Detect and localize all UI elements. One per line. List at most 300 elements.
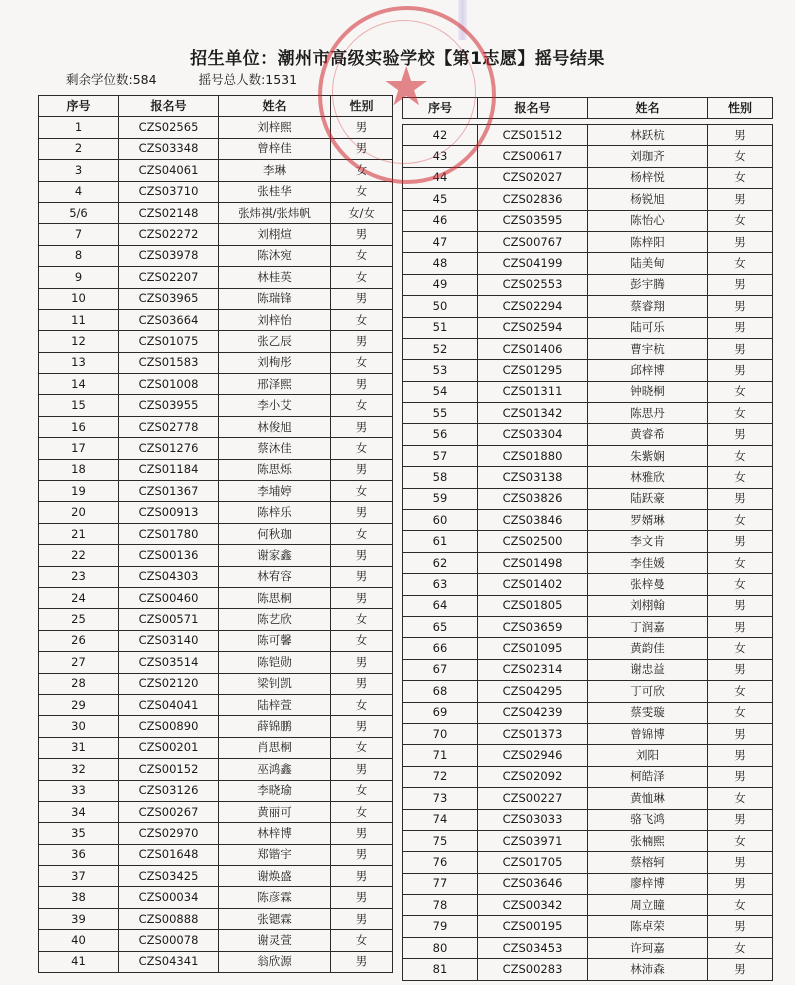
cell-index: 61 [403,531,478,552]
cell-name: 陆美甸 [588,253,708,274]
table-row [403,659,773,680]
table-row [39,502,393,523]
cell-gender: 男 [708,274,773,295]
cell-index: 72 [403,766,478,787]
cell-name: 陈沐宛 [219,245,331,266]
cell-name: 谢灵萱 [219,930,331,951]
cell-reg-no: CZS01583 [119,352,219,373]
cell-name: 何秋珈 [219,523,331,544]
cell-name: 刘珈齐 [588,146,708,167]
cell-name: 陆可乐 [588,317,708,338]
cell-reg-no: CZS02314 [478,659,588,680]
table-row [39,523,393,544]
cell-gender: 女 [331,160,393,181]
cell-gender: 男 [331,566,393,587]
cell-gender: 男 [708,873,773,894]
table-row [403,916,773,937]
cell-gender: 女 [331,267,393,288]
cell-reg-no: CZS02500 [478,531,588,552]
cell-reg-no: CZS00913 [119,502,219,523]
table-row [403,809,773,830]
table-row [39,545,393,566]
table-row [39,780,393,801]
cell-name: 刘栒彤 [219,352,331,373]
cell-reg-no: CZS01402 [478,574,588,595]
table-row [403,723,773,744]
table-row [39,202,393,223]
cell-index: 31 [39,737,119,758]
cell-index: 15 [39,395,119,416]
cell-gender: 男 [708,531,773,552]
cell-index: 65 [403,616,478,637]
table-row [403,873,773,894]
cell-name: 曹宇杭 [588,338,708,359]
cell-name: 曾梓佳 [219,138,331,159]
cell-name: 丁润嘉 [588,616,708,637]
cell-reg-no: CZS03033 [478,809,588,830]
cell-name: 邱梓博 [588,360,708,381]
table-row [39,801,393,822]
cell-gender: 男 [331,844,393,865]
cell-name: 薛锦鹏 [219,716,331,737]
cell-index: 43 [403,146,478,167]
cell-index: 74 [403,809,478,830]
cell-gender: 男 [331,823,393,844]
table-row [403,146,773,167]
cell-gender: 女 [708,167,773,188]
cell-index: 40 [39,930,119,951]
cell-name: 陈思丹 [588,403,708,424]
cell-reg-no: CZS00152 [119,759,219,780]
cell-reg-no: CZS02836 [478,189,588,210]
col-header-index: 序号 [403,98,478,119]
cell-reg-no: CZS01095 [478,638,588,659]
cell-reg-no: CZS01311 [478,381,588,402]
cell-reg-no: CZS00201 [119,737,219,758]
cell-name: 林宥容 [219,566,331,587]
table-row [39,737,393,758]
table-row [403,253,773,274]
table-row [403,830,773,851]
col-header-name: 姓名 [219,96,331,117]
cell-index: 80 [403,937,478,958]
table-row [39,352,393,373]
cell-reg-no: CZS00767 [478,231,588,252]
cell-index: 58 [403,467,478,488]
cell-gender: 女 [708,552,773,573]
cell-name: 陈铠勋 [219,652,331,673]
cell-reg-no: CZS02594 [478,317,588,338]
cell-index: 3 [39,160,119,181]
cell-gender: 女 [331,481,393,502]
cell-name: 李晓瑜 [219,780,331,801]
cell-name: 张锶霖 [219,908,331,929]
cell-gender: 女 [331,694,393,715]
cell-reg-no: CZS03126 [119,780,219,801]
cell-name: 邢泽熙 [219,374,331,395]
cell-name: 杨梓悦 [588,167,708,188]
cell-gender: 女 [331,352,393,373]
table-row [39,138,393,159]
cell-index: 68 [403,681,478,702]
cell-index: 64 [403,595,478,616]
table-row [39,459,393,480]
table-row [403,488,773,509]
cell-gender: 女 [708,381,773,402]
cell-index: 28 [39,673,119,694]
table-row [403,681,773,702]
cell-name: 林雅欣 [588,467,708,488]
cell-name: 黄恤琳 [588,788,708,809]
cell-index: 9 [39,267,119,288]
cell-index: 11 [39,309,119,330]
table-row [39,759,393,780]
cell-gender: 女 [708,253,773,274]
cell-index: 2 [39,138,119,159]
cell-index: 13 [39,352,119,373]
cell-name: 李琳 [219,160,331,181]
cell-gender: 男 [708,809,773,830]
cell-gender: 女 [331,609,393,630]
cell-reg-no: CZS01367 [119,481,219,502]
cell-gender: 男 [331,502,393,523]
cell-index: 45 [403,189,478,210]
table-header-row [39,96,393,117]
cell-index: 44 [403,167,478,188]
cell-name: 朱紫娴 [588,445,708,466]
cell-gender: 男 [708,745,773,766]
cell-name: 张梓曼 [588,574,708,595]
cell-name: 李埔婷 [219,481,331,502]
cell-gender: 男 [331,652,393,673]
cell-name: 陈梓阳 [588,231,708,252]
cell-gender: 男 [708,317,773,338]
table-row [39,331,393,352]
cell-index: 76 [403,852,478,873]
table-row [403,702,773,723]
cell-index: 73 [403,788,478,809]
cell-gender: 女 [708,788,773,809]
table-row [39,652,393,673]
cell-gender: 男 [331,374,393,395]
cell-reg-no: CZS00078 [119,930,219,951]
table-row [39,224,393,245]
cell-index: 71 [403,745,478,766]
table-row [39,288,393,309]
cell-gender: 女 [708,830,773,851]
table-row [403,937,773,958]
cell-index: 38 [39,887,119,908]
cell-gender: 女 [708,681,773,702]
col-header-gender: 性别 [708,98,773,119]
cell-reg-no: CZS00227 [478,788,588,809]
cell-reg-no: CZS01406 [478,338,588,359]
cell-index: 29 [39,694,119,715]
cell-name: 郑锴宇 [219,844,331,865]
cell-index: 37 [39,866,119,887]
table-row [403,189,773,210]
cell-name: 林俊旭 [219,416,331,437]
table-row [403,638,773,659]
table-row [403,510,773,531]
cell-reg-no: CZS03425 [119,866,219,887]
table-row [403,852,773,873]
cell-gender: 女 [708,445,773,466]
cell-gender: 男 [708,959,773,980]
cell-name: 蔡榕轲 [588,852,708,873]
cell-reg-no: CZS00034 [119,887,219,908]
cell-name: 张桂华 [219,181,331,202]
table-row [403,467,773,488]
cell-gender: 男 [331,587,393,608]
table-row [39,694,393,715]
cell-reg-no: CZS02272 [119,224,219,245]
cell-gender: 男 [331,459,393,480]
cell-reg-no: CZS04303 [119,566,219,587]
table-row [39,117,393,138]
cell-reg-no: CZS01342 [478,403,588,424]
cell-reg-no: CZS02207 [119,267,219,288]
cell-index: 53 [403,360,478,381]
table-row [403,381,773,402]
table-row [403,338,773,359]
cell-index: 49 [403,274,478,295]
cell-index: 75 [403,830,478,851]
cell-gender: 男 [708,424,773,445]
cell-gender: 男 [331,759,393,780]
cell-reg-no: CZS04239 [478,702,588,723]
cell-index: 41 [39,951,119,972]
cell-reg-no: CZS02565 [119,117,219,138]
cell-index: 50 [403,296,478,317]
col-header-gender: 性别 [331,96,393,117]
cell-index: 27 [39,652,119,673]
cell-index: 46 [403,210,478,231]
cell-name: 黄丽可 [219,801,331,822]
table-row [39,181,393,202]
cell-gender: 女 [331,395,393,416]
table-header-row [403,98,773,119]
cell-index: 5/6 [39,202,119,223]
cell-gender: 女 [708,937,773,958]
cell-gender: 男 [331,138,393,159]
cell-name: 陈思桐 [219,587,331,608]
col-header-reg-no: 报名号 [478,98,588,119]
cell-name: 周立瞳 [588,895,708,916]
cell-name: 张乙辰 [219,331,331,352]
cell-gender: 男 [331,331,393,352]
cell-gender: 男 [331,117,393,138]
cell-name: 张炜祺/张炜帆 [219,202,331,223]
cell-reg-no: CZS01008 [119,374,219,395]
cell-gender: 男 [708,723,773,744]
table-row [39,374,393,395]
cell-name: 黄睿希 [588,424,708,445]
table-row [39,587,393,608]
table-row [39,267,393,288]
cell-index: 51 [403,317,478,338]
cell-name: 钟晓桐 [588,381,708,402]
table-row [403,895,773,916]
cell-reg-no: CZS04199 [478,253,588,274]
cell-name: 黄韵佳 [588,638,708,659]
cell-name: 李佳媛 [588,552,708,573]
cell-reg-no: CZS03978 [119,245,219,266]
cell-index: 4 [39,181,119,202]
table-row [403,424,773,445]
cell-name: 林跃杭 [588,125,708,146]
cell-index: 16 [39,416,119,437]
cell-name: 蔡睿翔 [588,296,708,317]
cell-reg-no: CZS03138 [478,467,588,488]
cell-index: 81 [403,959,478,980]
binding-strip [458,0,467,40]
cell-reg-no: CZS01276 [119,438,219,459]
cell-name: 谢家鑫 [219,545,331,566]
cell-index: 35 [39,823,119,844]
cell-name: 曾锦博 [588,723,708,744]
cell-gender: 女 [331,737,393,758]
cell-gender: 男 [708,852,773,873]
cell-gender: 男 [331,866,393,887]
table-row [39,673,393,694]
cell-name: 刘梓熙 [219,117,331,138]
table-row [403,595,773,616]
cell-index: 12 [39,331,119,352]
table-row [39,716,393,737]
cell-gender: 男 [331,908,393,929]
cell-index: 32 [39,759,119,780]
cell-reg-no: CZS01295 [478,360,588,381]
table-row [39,438,393,459]
table-row [403,125,773,146]
cell-index: 10 [39,288,119,309]
cell-index: 36 [39,844,119,865]
cell-index: 1 [39,117,119,138]
cell-name: 林沛森 [588,959,708,980]
page-title: 招生单位：潮州市高级实验学校【第1志愿】摇号结果 [190,49,605,69]
cell-gender: 女 [708,638,773,659]
cell-index: 59 [403,488,478,509]
cell-gender: 男 [708,125,773,146]
cell-name: 陈卓荣 [588,916,708,937]
table-row [403,531,773,552]
cell-index: 56 [403,424,478,445]
cell-index: 30 [39,716,119,737]
cell-gender: 女 [708,895,773,916]
cell-reg-no: CZS02294 [478,296,588,317]
table-row [403,167,773,188]
cell-reg-no: CZS03971 [478,830,588,851]
table-row [39,930,393,951]
cell-name: 柯皓泽 [588,766,708,787]
table-row [39,416,393,437]
table-row [39,844,393,865]
cell-index: 60 [403,510,478,531]
cell-name: 陈艺欣 [219,609,331,630]
cell-reg-no: CZS03453 [478,937,588,958]
cell-gender: 男 [331,416,393,437]
cell-name: 陆梓萱 [219,694,331,715]
cell-gender: 男 [708,231,773,252]
cell-name: 刘栩煊 [219,224,331,245]
cell-name: 陈可馨 [219,630,331,651]
cell-index: 14 [39,374,119,395]
cell-reg-no: CZS02120 [119,673,219,694]
cell-gender: 女 [708,574,773,595]
table-row [403,616,773,637]
left-table-body [39,117,393,973]
cell-index: 52 [403,338,478,359]
table-row [403,210,773,231]
cell-reg-no: CZS03304 [478,424,588,445]
table-row [403,445,773,466]
table-row [39,951,393,972]
cell-reg-no: CZS01780 [119,523,219,544]
cell-gender: 女 [708,403,773,424]
cell-gender: 男 [708,616,773,637]
cell-reg-no: CZS03514 [119,652,219,673]
remaining-seats: 剩余学位数:584 [66,72,157,87]
cell-name: 肖思桐 [219,737,331,758]
cell-name: 梁钊凯 [219,673,331,694]
cell-gender: 女 [331,309,393,330]
table-row [403,274,773,295]
cell-name: 陈怡心 [588,210,708,231]
table-row [403,360,773,381]
cell-index: 17 [39,438,119,459]
cell-reg-no: CZS01373 [478,723,588,744]
cell-index: 77 [403,873,478,894]
cell-gender: 女 [331,245,393,266]
cell-index: 26 [39,630,119,651]
cell-index: 22 [39,545,119,566]
cell-reg-no: CZS03826 [478,488,588,509]
cell-name: 蔡沐佳 [219,438,331,459]
total-applicants: 摇号总人数:1531 [198,72,298,87]
cell-gender: 女 [708,467,773,488]
cell-name: 谢焕盛 [219,866,331,887]
cell-index: 34 [39,801,119,822]
table-row [403,231,773,252]
cell-reg-no: CZS02027 [478,167,588,188]
cell-name: 廖梓博 [588,873,708,894]
cell-index: 8 [39,245,119,266]
cell-reg-no: CZS00890 [119,716,219,737]
cell-reg-no: CZS02092 [478,766,588,787]
summary-line [66,70,335,88]
cell-name: 翁欣源 [219,951,331,972]
cell-name: 林梓博 [219,823,331,844]
cell-gender: 男 [708,766,773,787]
cell-index: 63 [403,574,478,595]
cell-name: 罗婿琳 [588,510,708,531]
cell-gender: 女 [331,930,393,951]
cell-reg-no: CZS02553 [478,274,588,295]
table-row [403,766,773,787]
cell-index: 18 [39,459,119,480]
cell-reg-no: CZS04295 [478,681,588,702]
table-row [39,908,393,929]
cell-reg-no: CZS01705 [478,852,588,873]
cell-index: 47 [403,231,478,252]
cell-reg-no: CZS03965 [119,288,219,309]
cell-name: 蔡雯璇 [588,702,708,723]
cell-gender: 女 [708,510,773,531]
cell-gender: 男 [708,296,773,317]
cell-gender: 女 [331,801,393,822]
cell-index: 21 [39,523,119,544]
